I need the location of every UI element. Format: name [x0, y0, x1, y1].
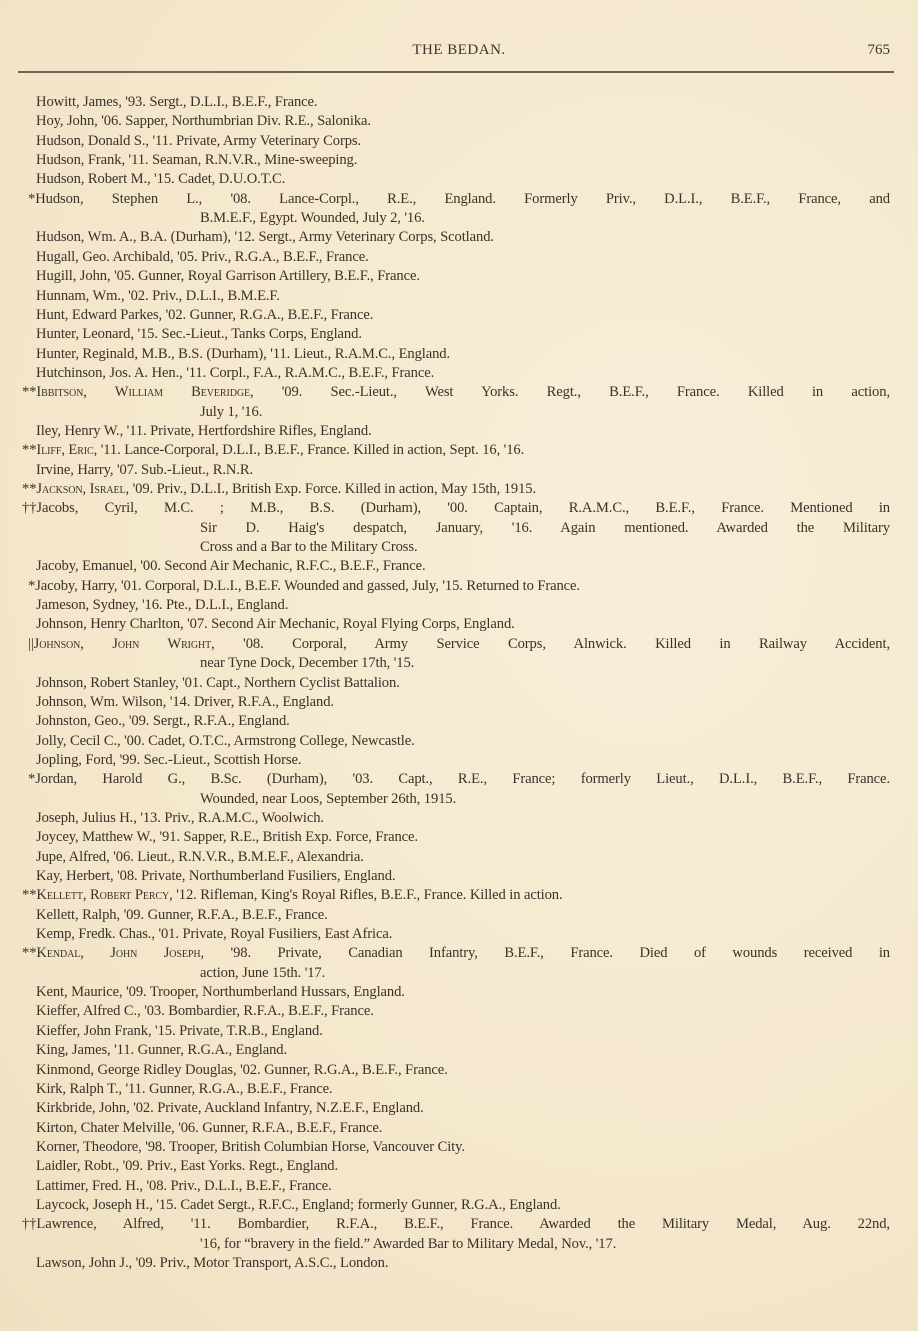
entry-details: '00. Cadet, O.T.C., Armstrong College, Newcastle.	[120, 732, 415, 749]
entry-name: Kinmond, George Ridley Douglas,	[36, 1061, 237, 1078]
entry-name: Johnson, John Wright,	[33, 635, 215, 652]
entry-details: '09. Sergt., R.F.A., England.	[125, 713, 290, 730]
entry-line	[36, 751, 301, 769]
entry-line	[36, 809, 324, 827]
entry-name: Joycey, Matthew W.,	[36, 829, 156, 846]
entry-line	[36, 1177, 332, 1195]
entry-line	[36, 848, 364, 866]
running-title: THE BEDAN.	[412, 42, 506, 58]
entry-line	[36, 132, 361, 150]
entry-line	[36, 1119, 382, 1137]
entry-name: Hugall, Geo. Archibald,	[36, 248, 174, 265]
entry-marker: **	[22, 887, 37, 904]
entry-details: '02. Gunner, R.G.A., B.E.F., France.	[236, 1061, 448, 1078]
entry-marker: ††	[22, 1216, 37, 1233]
entry-details: '03. Bombardier, R.F.A., B.E.F., France.	[140, 1003, 374, 1020]
entry-details: '12. Sergt., Army Veterinary Corps, Scotland.	[230, 229, 494, 246]
entry-name: Joseph, Julius H.,	[36, 809, 137, 826]
entry-details: '11. Private, Hertfordshire Rifles, England.	[123, 422, 372, 439]
entry-line	[36, 557, 426, 575]
entry-name: Johnston, Geo.,	[36, 713, 126, 730]
entry-line	[36, 325, 362, 343]
entry-details: '98. Trooper, British Columbian Horse, Vancouver City.	[141, 1138, 465, 1155]
entry-line	[36, 983, 405, 1001]
entry-details: '06. Gunner, R.F.A., B.E.F., France.	[174, 1119, 383, 1136]
entry-details: '15. Private, T.R.B., England.	[151, 1022, 323, 1039]
entry-line	[36, 364, 434, 382]
entry-name: Jacoby, Emanuel,	[36, 558, 137, 575]
entry-line	[36, 1254, 388, 1272]
entry-details: '11. Lieut., R.A.M.C., England.	[266, 345, 451, 362]
entry-line	[36, 267, 420, 285]
entry-details: '05. Priv., R.G.A., B.E.F., France.	[173, 248, 369, 265]
entry-line	[36, 1196, 561, 1214]
entry-name: Johnson, Robert Stanley,	[36, 674, 179, 691]
entry-name: Lattimer, Fred. H.,	[36, 1177, 143, 1194]
entry-name: Jordan, Harold G., B.Sc. (Durham),	[35, 771, 328, 788]
entry-line	[28, 190, 890, 208]
entry-details: '15. Cadet Sergt., R.F.C., England; formerly Gunner, R.G.A., England.	[152, 1196, 561, 1213]
entry-marker: **	[22, 481, 37, 497]
entry-continuation: action, June 15th. '17.	[200, 964, 326, 981]
entry-details: '11. Gunner, R.G.A., England.	[110, 1042, 288, 1059]
entry-name: Hunter, Leonard,	[36, 326, 134, 343]
entry-continuation: near Tyne Dock, December 17th, '15.	[200, 655, 415, 672]
entry-details: '11. Lance-Corporal, D.L.I., B.E.F., France. Killed in action, Sept. 16, '16.	[97, 442, 525, 459]
entry-details: '08. Corporal, Army Service Corps, Alnwick. Killed in Railway Accident,	[214, 635, 891, 652]
entry-line	[36, 248, 369, 266]
entry-name: Hutchinson, Jos. A. Hen.,	[36, 364, 183, 381]
entry-name: Laidler, Robt.,	[36, 1158, 120, 1175]
entry-line	[36, 906, 328, 924]
entry-details: '02. Private, Auckland Infantry, N.Z.E.F., England.	[129, 1100, 424, 1117]
entry-line	[36, 1157, 338, 1175]
entry-marker: ||	[28, 635, 34, 652]
entry-details: '11. Corpl., F.A., R.A.M.C., B.E.F., France.	[182, 364, 435, 381]
entry-line	[36, 170, 285, 188]
entry-line	[36, 615, 515, 633]
entry-name: Hugill, John,	[36, 268, 111, 285]
entry-details: '09. Priv., Motor Transport, A.S.C., London.	[132, 1255, 389, 1271]
entry-details: '91. Sapper, R.E., British Exp. Force, France.	[155, 829, 418, 846]
entry-name: Johnson, Wm. Wilson,	[36, 693, 167, 710]
entry-details: '93. Sergt., D.L.I., B.E.F., France.	[121, 94, 318, 110]
entry-name: Iley, Henry W.,	[36, 422, 124, 439]
entry-details: '11. Private, Army Veterinary Corps.	[148, 132, 362, 149]
entry-line	[36, 925, 392, 943]
entry-details: '16. Pte., D.L.I., England.	[138, 597, 289, 614]
entry-line	[36, 867, 395, 885]
entry-line	[22, 441, 524, 459]
entry-name: Jacoby, Harry,	[35, 577, 118, 594]
entry-name: Kirton, Chater Melville,	[36, 1119, 175, 1136]
entry-line	[36, 1041, 287, 1059]
entry-line	[36, 345, 450, 363]
entry-line	[36, 1002, 374, 1020]
entry-line	[36, 712, 290, 730]
entry-marker: *	[28, 771, 36, 788]
entry-line	[36, 306, 373, 324]
entry-line	[36, 112, 371, 130]
entry-details: '01. Private, Royal Fusiliers, East Africa.	[154, 926, 393, 943]
entry-line	[36, 461, 253, 479]
header-rule	[18, 71, 894, 73]
entry-line	[28, 635, 890, 653]
entry-line	[22, 944, 890, 962]
entry-line	[22, 886, 563, 904]
entry-name: Lawrence, Alfred,	[36, 1216, 164, 1233]
entry-name: Kirk, Ralph T.,	[36, 1080, 122, 1097]
entry-line	[36, 732, 415, 750]
entry-line	[22, 480, 536, 498]
entry-line	[36, 1138, 465, 1156]
entry-details: '08. Lance-Corpl., R.E., England. Formerly Priv., D.L.I., B.E.F., France, and	[202, 190, 890, 207]
entry-line	[36, 228, 494, 246]
entry-continuation: July 1, '16.	[200, 403, 263, 420]
entry-name: King, James,	[36, 1042, 111, 1059]
entry-details: '14. Driver, R.F.A., England.	[166, 693, 334, 710]
entry-name: Jolly, Cecil C.,	[36, 732, 121, 749]
entry-line	[36, 287, 280, 305]
entry-details: '06. Sapper, Northumbrian Div. R.E., Salonika.	[97, 113, 371, 130]
entry-name: Laycock, Joseph H.,	[36, 1196, 153, 1213]
entry-line	[36, 422, 372, 440]
entry-name: Kirkbride, John,	[36, 1100, 130, 1117]
entry-line	[36, 151, 357, 169]
entry-details: '15. Sec.-Lieut., Tanks Corps, England.	[133, 326, 362, 343]
entry-line	[36, 674, 400, 692]
entry-marker: ††	[22, 500, 37, 517]
entry-name: Jopling, Ford,	[36, 751, 117, 768]
entry-details: '99. Sec.-Lieut., Scottish Horse.	[116, 751, 302, 768]
entry-details: '06. Lieut., R.N.V.R., B.M.E.F., Alexandria.	[109, 848, 364, 865]
entry-details: '05. Gunner, Royal Garrison Artillery, B.E.F., France.	[110, 268, 420, 285]
entry-line	[22, 383, 890, 401]
entry-continuation: Cross and a Bar to the Military Cross.	[200, 539, 418, 556]
entry-line	[36, 1099, 424, 1117]
entry-details: '09. Sec.-Lieut., West Yorks. Regt., B.E.F., France. Killed in action,	[253, 384, 890, 401]
entry-continuation: B.M.E.F., Egypt. Wounded, July 2, '16.	[200, 210, 425, 227]
entry-details: '01. Corporal, D.L.I., B.E.F. Wounded and gassed, July, '15. Returned to France.	[117, 577, 580, 594]
entry-details: '98. Private, Canadian Infantry, B.E.F., France. Died of wounds received in	[204, 945, 890, 962]
entry-line	[36, 93, 317, 111]
entry-name: Ibbitson, William Beveridge,	[36, 384, 254, 401]
entry-marker: **	[22, 945, 37, 962]
entry-details: '11. Bombardier, R.F.A., B.E.F., France. Awarded the Military Medal, Aug. 22nd,	[163, 1216, 890, 1233]
entry-line	[36, 828, 418, 846]
entry-line	[36, 1061, 448, 1079]
page-number: 765	[867, 42, 890, 58]
entry-name: Lawson, John J.,	[36, 1255, 133, 1271]
entry-details: '01. Capt., Northern Cyclist Battalion.	[178, 674, 400, 691]
entry-marker: *	[28, 577, 36, 594]
entry-name: Hudson, Donald S.,	[36, 132, 149, 149]
entry-line	[36, 596, 288, 614]
entry-name: Jameson, Sydney,	[36, 597, 139, 614]
entry-name: Jupe, Alfred,	[36, 848, 110, 865]
entry-details: '13. Priv., R.A.M.C., Woolwich.	[136, 809, 324, 826]
entry-name: Hudson, Frank,	[36, 152, 125, 169]
entry-details: '12. Rifleman, King's Royal Rifles, B.E.F., France. Killed in action.	[172, 887, 563, 904]
entry-line	[22, 1215, 890, 1233]
entry-details: '07. Sub.-Lieut., R.N.R.	[113, 461, 254, 478]
entry-name: Hudson, Robert M.,	[36, 171, 151, 188]
entry-line	[28, 770, 890, 788]
entry-marker: *	[28, 190, 36, 207]
entry-name: Hunnam, Wm.,	[36, 287, 125, 304]
entry-name: Hoy, John,	[36, 113, 98, 130]
entry-name: Kieffer, Alfred C.,	[36, 1003, 141, 1020]
entry-details: '11. Seaman, R.N.V.R., Mine-sweeping.	[125, 152, 358, 169]
entry-name: Kay, Herbert,	[36, 868, 114, 884]
entry-name: Hudson, Stephen L.,	[35, 190, 203, 207]
entry-name: Hudson, Wm. A., B.A. (Durham),	[36, 229, 231, 246]
entry-name: Irvine, Harry,	[36, 461, 114, 478]
entry-details: '09. Priv., D.L.I., British Exp. Force. Killed in action, May 15th, 1915.	[129, 481, 537, 497]
entry-name: Kellett, Ralph,	[36, 906, 121, 923]
entry-name: Iliff, Eric,	[36, 442, 98, 459]
entry-continuation: Wounded, near Loos, September 26th, 1915.	[200, 790, 457, 807]
entry-name: Kemp, Fredk. Chas.,	[36, 926, 155, 943]
entry-details: '09. Priv., East Yorks. Regt., England.	[119, 1158, 339, 1175]
entry-line	[22, 499, 890, 517]
entry-details: '08. Priv., D.L.I., B.E.F., France.	[142, 1177, 332, 1194]
entry-details: '02. Priv., D.L.I., B.M.E.F.	[124, 287, 280, 304]
entry-name: Kieffer, John Frank,	[36, 1022, 152, 1039]
entry-line	[36, 1022, 323, 1040]
entry-details: '02. Gunner, R.G.A., B.E.F., France.	[162, 306, 374, 323]
entry-name: Johnson, Henry Charlton,	[36, 616, 184, 633]
entry-name: Kendal, John Joseph,	[36, 945, 205, 962]
entry-name: Hunt, Edward Parkes,	[36, 306, 163, 323]
entry-name: Korner, Theodore,	[36, 1138, 142, 1155]
entry-line	[28, 577, 580, 595]
entry-name: Howitt, James,	[36, 94, 122, 110]
entry-details: '09. Trooper, Northumberland Hussars, England.	[122, 984, 405, 1001]
entry-line	[36, 693, 334, 711]
entry-continuation: Sir D. Haig's despatch, January, '16. Again mentioned. Awarded the Military	[200, 519, 890, 536]
entry-details: '15. Cadet, D.U.O.T.C.	[150, 171, 286, 188]
entry-marker: **	[22, 384, 37, 401]
entry-name: Kellett, Robert Percy,	[36, 887, 173, 904]
entry-details: '03. Capt., R.E., France; formerly Lieut., D.L.I., B.E.F., France.	[327, 771, 890, 788]
entry-details: '00. Captain, R.A.M.C., B.E.F., France. Mentioned in	[421, 500, 891, 517]
entry-name: Jackson, Israel,	[36, 481, 130, 497]
entry-line	[36, 1080, 333, 1098]
entry-details: '00. Second Air Mechanic, R.F.C., B.E.F., France.	[136, 558, 426, 575]
entry-details: '07. Second Air Mechanic, Royal Flying Corps, England.	[183, 616, 515, 633]
entry-details: '11. Gunner, R.G.A., B.E.F., France.	[121, 1080, 333, 1097]
entry-name: Hunter, Reginald, M.B., B.S. (Durham),	[36, 345, 267, 362]
entry-name: Kent, Maurice,	[36, 984, 123, 1001]
entry-marker: **	[22, 442, 37, 459]
entry-continuation: '16, for “bravery in the field.” Awarded Bar to Military Medal, Nov., '17.	[200, 1235, 617, 1252]
entry-details: '09. Gunner, R.F.A., B.E.F., France.	[120, 906, 328, 923]
entry-name: Jacobs, Cyril, M.C. ; M.B., B.S. (Durham),	[36, 500, 422, 517]
entry-details: '08. Private, Northumberland Fusiliers, England.	[113, 868, 396, 884]
